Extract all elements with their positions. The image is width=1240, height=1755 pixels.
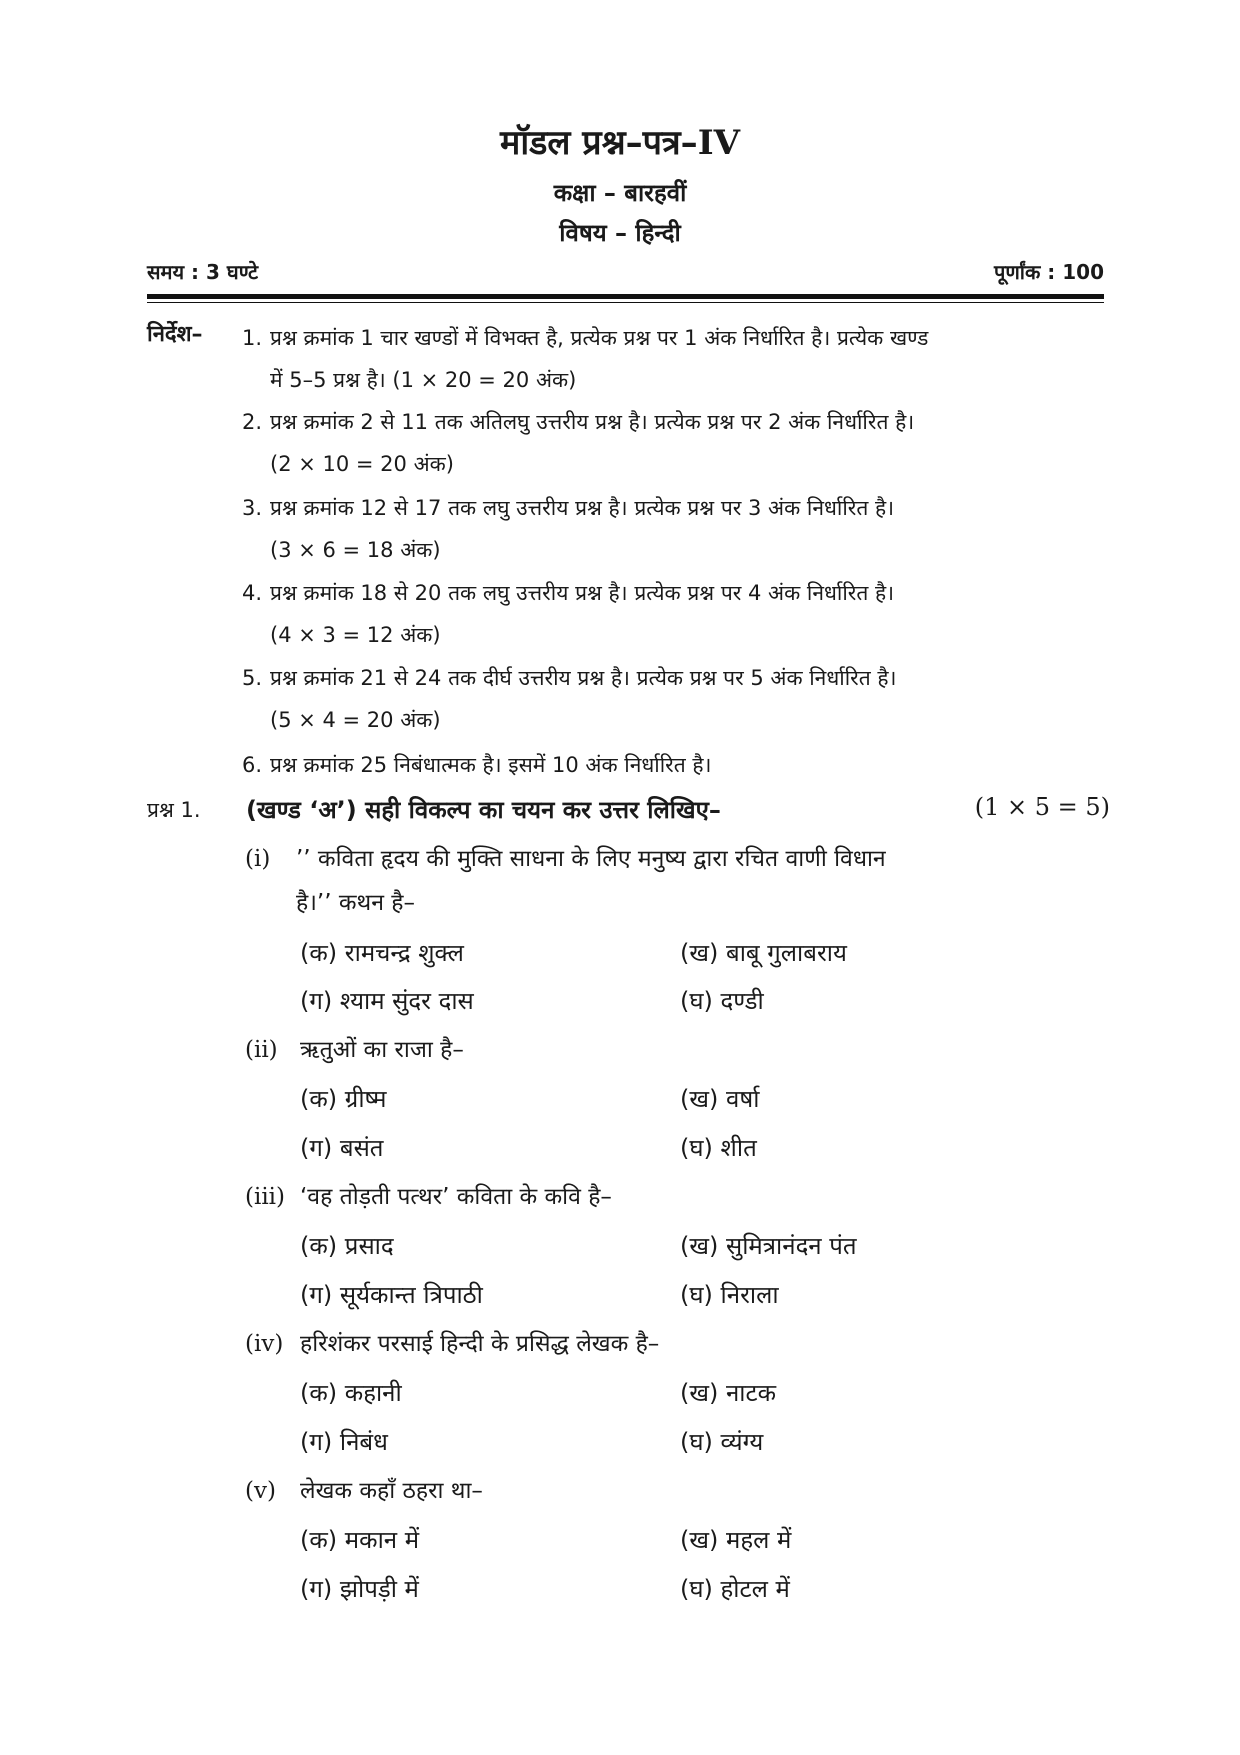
- instruction-number: 3.: [241, 496, 262, 520]
- instruction-number: 4.: [241, 581, 262, 605]
- answer-option: (क) रामचन्द्र शुक्ल: [300, 939, 464, 967]
- instruction-number: 1.: [241, 326, 262, 350]
- instruction-number: 2.: [241, 410, 262, 434]
- instruction-line: (3 × 6 = 18 अंक): [270, 538, 441, 562]
- answer-option: (ग) निबंध: [300, 1428, 388, 1456]
- answer-option: (क) मकान में: [300, 1526, 420, 1554]
- sub-question-number: (iv): [245, 1331, 284, 1357]
- answer-option: (घ) होटल में: [680, 1575, 790, 1603]
- instruction-line: प्रश्न क्रमांक 18 से 20 तक लघु उत्तरीय प्रश्न है। प्रत्येक प्रश्न पर 4 अंक निर्धारित है।: [270, 581, 895, 605]
- sub-question-number: (v): [245, 1478, 276, 1504]
- time-allowed: समय : 3 घण्टे: [147, 260, 259, 284]
- subject-line: विषय – हिन्दी: [559, 219, 681, 247]
- answer-option: (ग) बसंत: [300, 1134, 384, 1162]
- instruction-line: (2 × 10 = 20 अंक): [270, 452, 454, 476]
- answer-option: (ग) सूर्यकान्त त्रिपाठी: [300, 1281, 483, 1309]
- answer-option: (घ) निराला: [680, 1281, 779, 1309]
- instructions-heading: निर्देश–: [147, 322, 203, 347]
- answer-option: (क) कहानी: [300, 1379, 402, 1407]
- answer-option: (ख) वर्षा: [680, 1085, 760, 1113]
- answer-option: (ख) नाटक: [680, 1379, 777, 1407]
- instruction-number: 6.: [241, 753, 262, 777]
- instruction-line: प्रश्न क्रमांक 2 से 11 तक अतिलघु उत्तरीय प्रश्न है। प्रत्येक प्रश्न पर 2 अंक निर्धारित है।: [270, 410, 915, 434]
- instruction-line: प्रश्न क्रमांक 1 चार खण्डों में विभक्त है, प्रत्येक प्रश्न पर 1 अंक निर्धारित है। प्रत्येक खण्ड: [270, 326, 929, 350]
- sub-question-text: ऋतुओं का राजा है–: [300, 1037, 464, 1063]
- paper-title-hindi: मॉडल प्रश्न–पत्र–: [500, 123, 698, 163]
- answer-option: (क) प्रसाद: [300, 1232, 394, 1260]
- answer-option: (घ) दण्डी: [680, 987, 764, 1015]
- class-line: कक्षा – बारहवीं: [553, 179, 687, 207]
- instruction-line: (5 × 4 = 20 अंक): [270, 708, 441, 732]
- instruction-line: प्रश्न क्रमांक 25 निबंधात्मक है। इसमें 10 अंक निर्धारित है।: [270, 753, 712, 777]
- question-heading: (खण्ड ‘अ’) सही विकल्प का चयन कर उत्तर लिखिए–: [246, 796, 721, 824]
- sub-question-text: है।’’ कथन है–: [296, 890, 416, 916]
- instruction-number: 5.: [241, 666, 262, 690]
- instruction-line: प्रश्न क्रमांक 21 से 24 तक दीर्घ उत्तरीय प्रश्न है। प्रत्येक प्रश्न पर 5 अंक निर्धारित है।: [270, 666, 897, 690]
- sub-question-number: (ii): [245, 1037, 278, 1063]
- sub-question-text: लेखक कहाँ ठहरा था–: [300, 1478, 483, 1504]
- sub-question-text: ’’ कविता हृदय की मुक्ति साधना के लिए मनुष्य द्वारा रचित वाणी विधान: [296, 846, 886, 872]
- header-divider-thick: [147, 294, 1104, 299]
- paper-title-roman: IV: [697, 123, 740, 163]
- answer-option: (क) ग्रीष्म: [300, 1085, 387, 1113]
- header-divider-thin: [147, 302, 1104, 303]
- answer-option: (ख) सुमित्रानंदन पंत: [680, 1232, 857, 1260]
- answer-option: (घ) शीत: [680, 1134, 757, 1162]
- sub-question-text: हरिशंकर परसाई हिन्दी के प्रसिद्ध लेखक है–: [300, 1331, 660, 1357]
- sub-question-number: (iii): [245, 1184, 286, 1210]
- sub-question-text: ‘वह तोड़ती पत्थर’ कविता के कवि है–: [300, 1184, 612, 1210]
- paper-title: [0, 118, 1240, 164]
- answer-option: (ग) झोपड़ी में: [300, 1575, 419, 1603]
- sub-question-number: (i): [245, 846, 271, 872]
- instruction-line: (4 × 3 = 12 अंक): [270, 623, 441, 647]
- answer-option: (ख) महल में: [680, 1526, 792, 1554]
- answer-option: (घ) व्यंग्य: [680, 1428, 764, 1456]
- answer-option: (ग) श्याम सुंदर दास: [300, 987, 474, 1015]
- full-marks: पूर्णांक : 100: [993, 260, 1104, 284]
- question-number: प्रश्न 1.: [147, 798, 201, 822]
- instruction-line: प्रश्न क्रमांक 12 से 17 तक लघु उत्तरीय प्रश्न है। प्रत्येक प्रश्न पर 3 अंक निर्धारित है।: [270, 496, 895, 520]
- answer-option: (ख) बाबू गुलाबराय: [680, 939, 847, 967]
- question-marks: (1 × 5 = 5): [974, 793, 1110, 821]
- instruction-line: में 5–5 प्रश्न है। (1 × 20 = 20 अंक): [270, 368, 577, 392]
